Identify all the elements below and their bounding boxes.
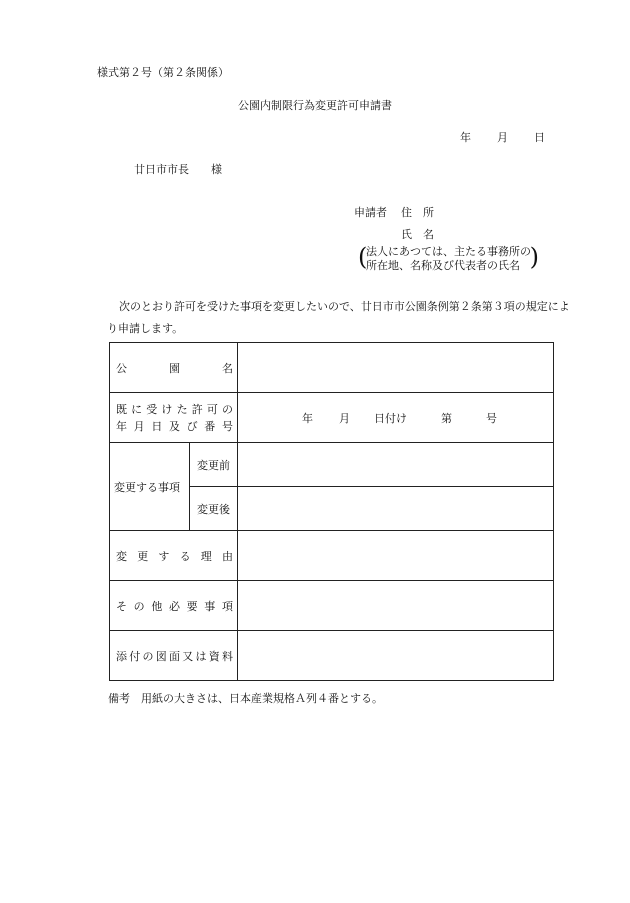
applicant-name-label: 氏 名: [401, 228, 434, 241]
other-items-field[interactable]: [238, 581, 554, 631]
application-form-table: [109, 342, 554, 681]
applicant-label: 申請者: [354, 206, 387, 219]
change-items-label: 変更する事項: [110, 443, 190, 531]
prior-permit-year-label: 年: [302, 411, 313, 425]
table-row: [110, 393, 554, 443]
date-month-label: 月: [497, 131, 508, 144]
note-paren-close: ): [529, 243, 539, 271]
attachments-field[interactable]: [238, 631, 554, 681]
after-change-field[interactable]: [238, 487, 554, 531]
prior-permit-no-suffix: 号: [486, 411, 497, 425]
prior-permit-label-line-1: 既 に 受 け た 許 可 の: [116, 402, 233, 416]
corporation-note-line-2: 所在地、名称及び代表者の氏名: [366, 259, 520, 272]
prior-permit-label-line-2: 年 月 日 及 び 番 号: [116, 419, 233, 433]
corporation-note-line-1: 法人にあつては、主たる事務所の: [366, 245, 531, 258]
addressee-honorific: 様: [211, 163, 222, 176]
table-row: [110, 343, 554, 393]
prior-permit-field[interactable]: [238, 393, 554, 443]
prior-permit-label-cell: [110, 393, 238, 443]
table-row: [110, 581, 554, 631]
prior-permit-no-prefix: 第: [441, 411, 452, 425]
remarks-note: 備考 用紙の大きさは、日本産業規格Ａ列４番とする。: [108, 692, 383, 705]
change-reason-label-cell: [110, 531, 238, 581]
table-row: [110, 443, 554, 487]
date-day-label: 日: [534, 131, 545, 144]
date-year-label: 年: [460, 131, 471, 144]
park-name-label-cell: [110, 343, 238, 393]
after-change-label: 変更後: [190, 487, 238, 531]
prior-permit-month-label: 月: [339, 411, 350, 425]
other-items-label-cell: [110, 581, 238, 631]
note-paren-open: (: [358, 243, 368, 271]
attachments-label: 添 付 の 図 面 又 は 資 料: [116, 649, 233, 663]
form-number: 様式第２号（第２条関係）: [97, 66, 229, 79]
addressee: [134, 163, 222, 177]
document-title: 公園内制限行為変更許可申請書: [238, 99, 392, 112]
corporation-note: [358, 243, 539, 273]
before-change-field[interactable]: [238, 443, 554, 487]
table-row: [110, 531, 554, 581]
application-statement: 次のとおり許可を受けた事項を変更したいので、廿日市市公園条例第２条第３項の規定により申請します。: [107, 300, 570, 335]
change-reason-field[interactable]: [238, 531, 554, 581]
attachments-label-cell: [110, 631, 238, 681]
date-line: [460, 131, 545, 145]
change-reason-label: 変 更 す る 理 由: [116, 549, 233, 563]
addressee-name: 廿日市市長: [134, 163, 189, 176]
park-name-label: 公 園 名: [116, 361, 233, 375]
before-change-label: 変更前: [190, 443, 238, 487]
prior-permit-dated-label: 日付け: [374, 411, 407, 425]
park-name-field[interactable]: [238, 343, 554, 393]
table-row: [110, 631, 554, 681]
other-items-label: そ の 他 必 要 事 項: [116, 599, 233, 613]
applicant-address-label: 住 所: [401, 206, 434, 219]
